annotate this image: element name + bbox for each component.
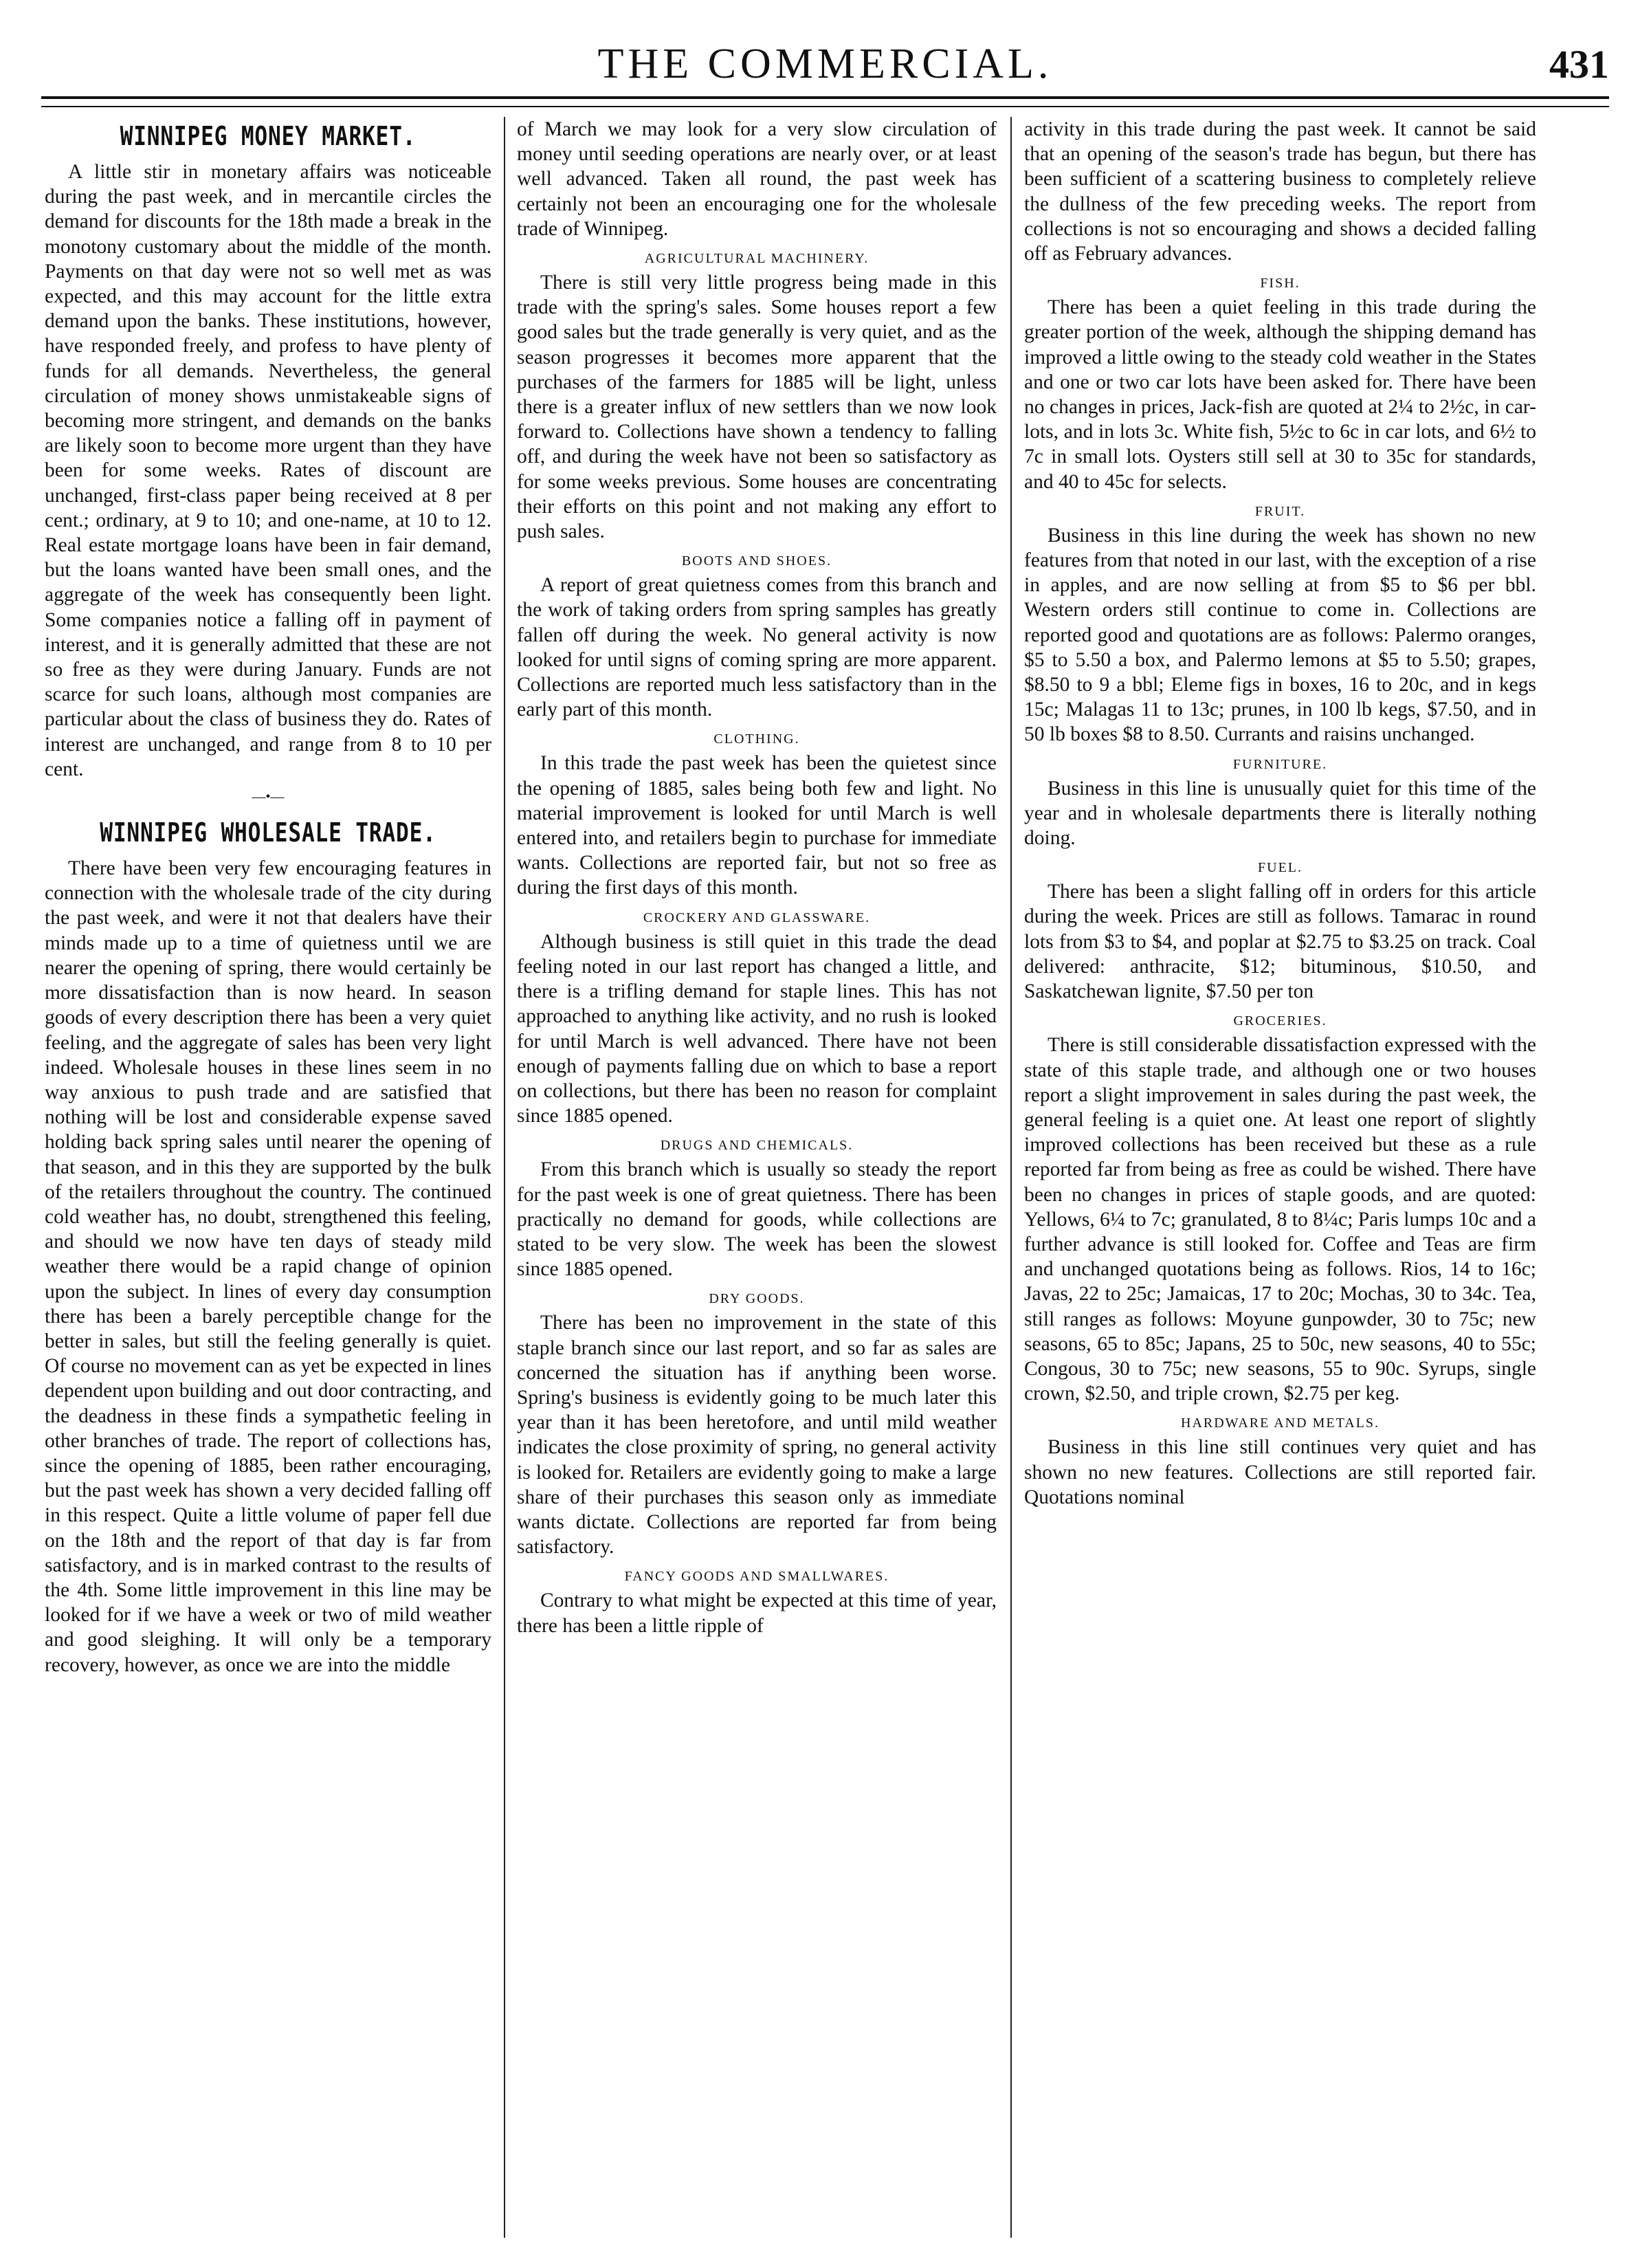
boots-shoes-heading: BOOTS AND SHOES.	[681, 553, 832, 569]
crockery-glassware-heading: CROCKERY AND GLASSWARE.	[643, 910, 871, 925]
fuel-heading: FUEL.	[1258, 860, 1303, 876]
drugs-chemicals-heading: DRUGS AND CHEMICALS.	[660, 1138, 854, 1154]
fish-text: There has been a quiet feeling in this trade during the greater portion of the week, although the shipping demand has improved a little owing to the steady cold weather in the States and one or two car lots have been asked for. There have been no changes in prices, Jack-fish are quoted at 2¼ to 2½c, in car-lots, and in lots 3c. White fish, 5½c to 6c in car lots, and 6½ to 7c in small lots. Oysters still sell at 30 to 35c for standards, and 40 to 45c for selects.	[1024, 296, 1536, 493]
furniture-text: Business in this line is unusually quiet for this time of the year and in wholesale departments there is literally nothing doing.	[1024, 777, 1536, 850]
boots-shoes-text: A report of great quietness comes from this branch and the work of taking orders from spring samples has greatly fallen off during the week. No general activity is now looked for until signs of coming spring are more apparent. Collections are reported much less satisfactory than in the early part of this month.	[517, 574, 997, 721]
fancy-goods-continued: activity in this trade during the past week. It cannot be said that an opening of the season's trade has begun, but there has been sufficient of a scattering business to completely relieve the dullness of the few preceding weeks. The report from collections is not so encouraging and shows a decided falling off as February advances.	[1024, 118, 1536, 265]
wholesale-trade-headline: WINNIPEG WHOLESALE TRADE.	[100, 817, 436, 848]
agricultural-machinery-text: There is still very little progress being made in this trade with the spring's sales. Some houses report a few good sales but the trade generally is very quiet, and as the season progresses it becomes more apparent that the purchases of the farmers for 1885 will be light, unless there is a greater influx of new settlers than we now look forward to. Collections have shown a tendency to falling off, and during the week have not been so satisfactory as for some weeks previous. Some houses are concentrating their efforts on this point and not making any effort to push sales.	[517, 272, 997, 543]
wholesale-trade-article: There have been very few encouraging features in connection with the wholesale trade of the city during the past week, and were it not that dealers have their minds made up to a time of quietness until we are nearer the opening of spring, there would certainly be more dissatisfaction than is now heard. In season goods of every description there has been a very quiet feeling, and the aggregate of sales has been very light indeed. Wholesale houses in these lines seem in no way anxious to push trade and are satisfied that nothing will be lost and considerable expense saved holding back spring sales until nearer the opening of that season, and in this they are supported by the bulk of the retailers throughout the country. The continued cold weather has, no doubt, strengthened this feeling, and should we now have ten days of steady mild weather there would be a rapid change of opinion upon the subject. In lines of every day consumption there has been a barely perceptible change for the better in sales, but still the feeling generally is quiet. Of course no movement can as yet be expected in lines dependent upon building and out door contracting, and the deadness in these finds a sympathetic feeling in other branches of trade. The report of collections has, since the opening of 1885, been rather encouraging, but the past week has shown a very decided falling off in this respect. Quite a little volume of paper fell due on the 18th and the report of that day is far from satisfactory, and is in marked contrast to the results of the 4th. Some little improvement in this line may be looked for if we have a week or two of mild weather and good sleighing. It will only be a temporary recovery, however, as once we are into the middle	[45, 857, 491, 1676]
masthead-rule	[41, 96, 1609, 107]
section-separator: —•—	[252, 789, 285, 805]
fancy-goods-text: Contrary to what might be expected at this time of year, there has been a little ripple of	[517, 1589, 997, 1637]
newspaper-title: THE COMMERCIAL.	[597, 41, 1053, 87]
agricultural-machinery-heading: AGRICULTURAL MACHINERY.	[644, 251, 869, 267]
dry-goods-text: There has been no improvement in the state of this staple branch since our last report, and so far as sales are concerned the situation has if anything been worse. Spring's business is evidently going to be much later this year than it has been heretofore, and until mild weather indicates the close proximity of spring, no general activity is looked for. Retailers are evidently going to make a large share of their purchases this season only as immediate wants dictate. Collections are reported far from being satisfactory.	[517, 1312, 997, 1559]
page-number: 431	[1549, 42, 1609, 87]
fuel-text: There has been a slight falling off in orders for this article during the week. Prices are still as follows. Tamarac in round lots from $3 to $4, and poplar at $2.75 to $3.25 on track. Coal delivered: anthracite, $12; bituminous, $10.50, and Saskatchewan lignite, $7.50 per ton	[1024, 881, 1536, 1003]
clothing-text: In this trade the past week has been the quietest since the opening of 1885, sales being both few and light. No material improvement is looked for until March is well entered into, and retailers begin to purchase for immediate wants. Collections are reported fair, but not so free as during the first days of this month.	[517, 752, 997, 899]
fruit-text: Business in this line during the week has shown no new features from that noted in our last, with the exception of a rise in apples, and are now selling at from $5 to $6 per bbl. Western orders still continue to come in. Collections are reported good and quotations are as follows: Palermo oranges, $5 to 5.50 a box, and Palermo lemons at $5 to 5.50; grapes, $8.50 to 9 a bbl; Eleme figs in boxes, 16 to 20c, and in kegs 15c; Malagas 11 to 13c; prunes, in 100 lb kegs, $7.50, and in 50 lb boxes $8 to 8.50. Currants and raisins unchanged.	[1024, 524, 1536, 746]
fruit-heading: FRUIT.	[1254, 503, 1306, 519]
column-divider-2	[1010, 117, 1012, 2238]
column-2	[517, 117, 997, 2238]
crockery-glassware-text: Although business is still quiet in this trade the dead feeling noted in our last report has changed a little, and there is a trifling demand for staple lines. This has not approached to anything like activity, and no rush is looked for until March is well advanced. There have not been enough of payments falling due on which to base a report on collections, but there has been no reason for complaint since 1885 opened.	[517, 930, 997, 1127]
groceries-heading: GROCERIES.	[1233, 1013, 1327, 1029]
wholesale-trade-continued: of March we may look for a very slow circulation of money until seeding operations are nearly over, or at least well advanced. Taken all round, the past week has certainly not been an encouraging one for the wholesale trade of Winnipeg.	[517, 118, 997, 240]
money-market-article: A little stir in monetary affairs was noticeable during the past week, and in mercantile circles the demand for discounts for the 18th made a break in the monotony customary about the middle of the month. Payments on that day were not so well met as was expected, and this may account for the little extra demand upon the banks. These institutions, however, have responded freely, and profess to have plenty of funds for all demands. Nevertheless, the general circulation of money shows unmistakeable signs of becoming more stringent, and demands on the banks are likely soon to become more urgent than they have been for some weeks. Rates of discount are unchanged, first-class paper being received at 8 per cent.; ordinary, at 9 to 10; and one-name, at 10 to 12. Real estate mortgage loans have been in fair demand, but the loans wanted have been small ones, and the aggregate of the week has consequently been light. Some companies notice a falling off in payment of interest, and it is generally admitted that these are not so free as they were during January. Funds are not scarce for such loans, although most companies are particular about the class of business they do. Rates of interest are unchanged, and range from 8 to 10 per cent.	[45, 161, 491, 780]
drugs-chemicals-text: From this branch which is usually so steady the report for the past week is one of great quietness. There has been practically no demand for goods, while collections are stated to be very slow. The week has been the slowest since 1885 opened.	[517, 1158, 997, 1281]
masthead	[41, 34, 1609, 89]
hardware-metals-text: Business in this line still continues very quiet and has shown no new features. Collections are still reported fair. Quotations nominal	[1024, 1436, 1536, 1508]
column-3	[1024, 117, 1536, 2238]
fish-heading: FISH.	[1260, 276, 1300, 291]
column-divider-1	[504, 117, 505, 2238]
fancy-goods-heading: FANCY GOODS AND SMALLWARES.	[624, 1569, 889, 1585]
groceries-text: There is still considerable dissatisfaction expressed with the state of this staple trade, and although one or two houses report a slight improvement in sales during the past week, the general feeling is a quiet one. At least one report of slightly improved collections has been received but these as a rule reported far from being as free as could be wished. There have been no changes in prices of staple goods, and are quoted: Yellows, 6¼ to 7c; granulated, 8 to 8¼c; Paris lumps 10c and a further advance is still looked for. Coffee and Teas are firm and unchanged quotations being as follows. Rios, 14 to 16c; Javas, 22 to 25c; Jamaicas, 17 to 20c; Mochas, 30 to 34c. Tea, still ranges as follows: Moyune gunpowder, 30 to 75c; new seasons, 65 to 85c; Japans, 25 to 50c, new seasons, 40 to 55c; Congous, 30 to 75c; new seasons, 55 to 90c. Syrups, single crown, $2.50, and triple crown, $2.75 per keg.	[1024, 1034, 1536, 1405]
dry-goods-heading: DRY GOODS.	[709, 1291, 805, 1307]
clothing-heading: CLOTHING.	[713, 731, 800, 747]
hardware-metals-heading: HARDWARE AND METALS.	[1181, 1416, 1379, 1431]
column-1	[45, 117, 491, 2238]
money-market-headline: WINNIPEG MONEY MARKET.	[120, 121, 417, 151]
furniture-heading: FURNITURE.	[1232, 756, 1328, 772]
